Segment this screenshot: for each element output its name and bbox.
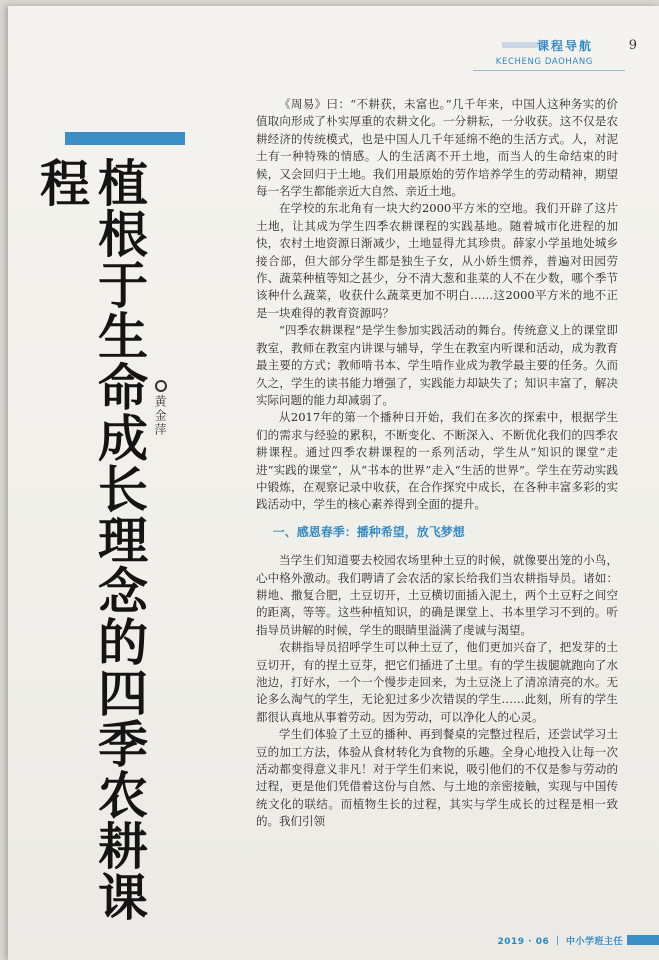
footer-accent-bar (627, 935, 659, 945)
article-author: 黄金萍 (153, 395, 167, 437)
section-title-cn: 课程导航 (536, 39, 593, 53)
magazine-page (8, 6, 659, 960)
paragraph: 从2017年的第一个播种日开始，我们在多次的探索中，根据学生们的需求与经验的累积，不断变化、不断深入、不断优化我们的四季农耕课程。通过四季农耕课程的一系列活动，学生从“知识的课堂”走进“实践的课堂”，从“书本的世界”走入“生活的世界”。学生在劳动实践中锻炼，在观察记录中收获，在合作探究中成长，在各种丰富多彩的实践活动中，学生的核心素养得到全面的提升。 (256, 410, 618, 512)
page-number: 9 (628, 38, 637, 53)
article-title: 植根于生命成长理念的四季农耕课程 (32, 157, 148, 922)
paragraph: 《周易》曰：“不耕获，未富也。”几千年来，中国人这种务实的价值取向形成了朴实厚重的农耕文化。一分耕耘，一分收获。这不仅是农耕经济的传统模式，也是中国人几千年延绵不绝的生活方式。人，对泥土有一种特殊的情感。人的生活离不开土地，而当人的生命结束的时候，又会回归于土地。我们用最原始的劳作培养学生的劳动精神，期望每一名学生都能亲近大自然、亲近土地。 (256, 97, 618, 199)
paragraph: 农耕指导员招呼学生可以种土豆了，他们更加兴奋了，把发芽的土豆切开，有的捏土豆芽，把它们插进了土里。有的学生拔腿就跑向了水池边，打好水，一个一个慢步走回来，为土豆浇上了清凉清亮的水。无论多么淘气的学生，无论犯过多少次错误的学生……此刻，所有的学生都很认真地从事着劳动。因为劳动，可以净化人的心灵。 (256, 640, 618, 724)
footer-issue: 2019 · 06 ｜ 中小学班主任 (497, 937, 623, 947)
header-rule (473, 70, 625, 71)
article-body (256, 96, 618, 831)
section-title-en: KECHENG DAOHANG (495, 57, 593, 67)
title-accent-bar (65, 132, 185, 145)
paragraph: 学生们体验了土豆的播种、再到餐桌的完整过程后，还尝试学习土豆的加工方法，体验从食材转化为食物的乐趣。全身心地投入让每一次活动都变得意义非凡！对于学生们来说，吸引他们的不仅是参与劳动的过程，更是他们凭借着这份与自然、与土地的亲密接触，实现与中国传统文化的联结。而植物生长的过程，其实与学生成长的过程是相一致的。我们引领 (256, 727, 618, 829)
section-heading: 一、感恩春季：播种希望，放飞梦想 (272, 524, 465, 539)
author-circle-icon (155, 380, 167, 392)
paragraph: 在学校的东北角有一块大约2000平方米的空地。我们开辟了这片土地，让其成为学生四季农耕课程的实践基地。随着城市化进程的加快，农村土地资源日渐减少，土地显得尤其珍贵。薛家小学虽地处城乡接合部，但大部分学生都是独生子女，从小娇生惯养，普遍对田园劳作、蔬菜种植等知之甚少，分不清大葱和韭菜的人不在少数，哪个季节该种什么蔬菜，收获什么蔬菜更加不明白……这2000平方米的地不正是一块难得的教育资源吗？ (256, 201, 618, 320)
paragraph: “四季农耕课程”是学生参加实践活动的舞台。传统意义上的课堂即教室，教师在教室内讲课与辅导，学生在教室内听课和活动，成为教育最主要的方式；教师啃书本、学生啃作业成为教学最主要的任务。久而久之，学生的读书能力增强了，实践能力却缺失了；知识丰富了，解决实际问题的能力却减弱了。 (256, 323, 618, 407)
paragraph: 当学生们知道要去校园农场里种土豆的时候，就像要出笼的小鸟，心中格外激动。我们聘请了会农活的家长给我们当农耕指导员。诸如：耕地、撒复合肥，土豆切开，土豆横切面插入泥土，两个土豆籽之间空的距离，等等。这些种植知识，的确是课堂上、书本里学习不到的。听指导员讲解的时候，学生的眼睛里溢满了虔诚与渴望。 (256, 553, 618, 637)
